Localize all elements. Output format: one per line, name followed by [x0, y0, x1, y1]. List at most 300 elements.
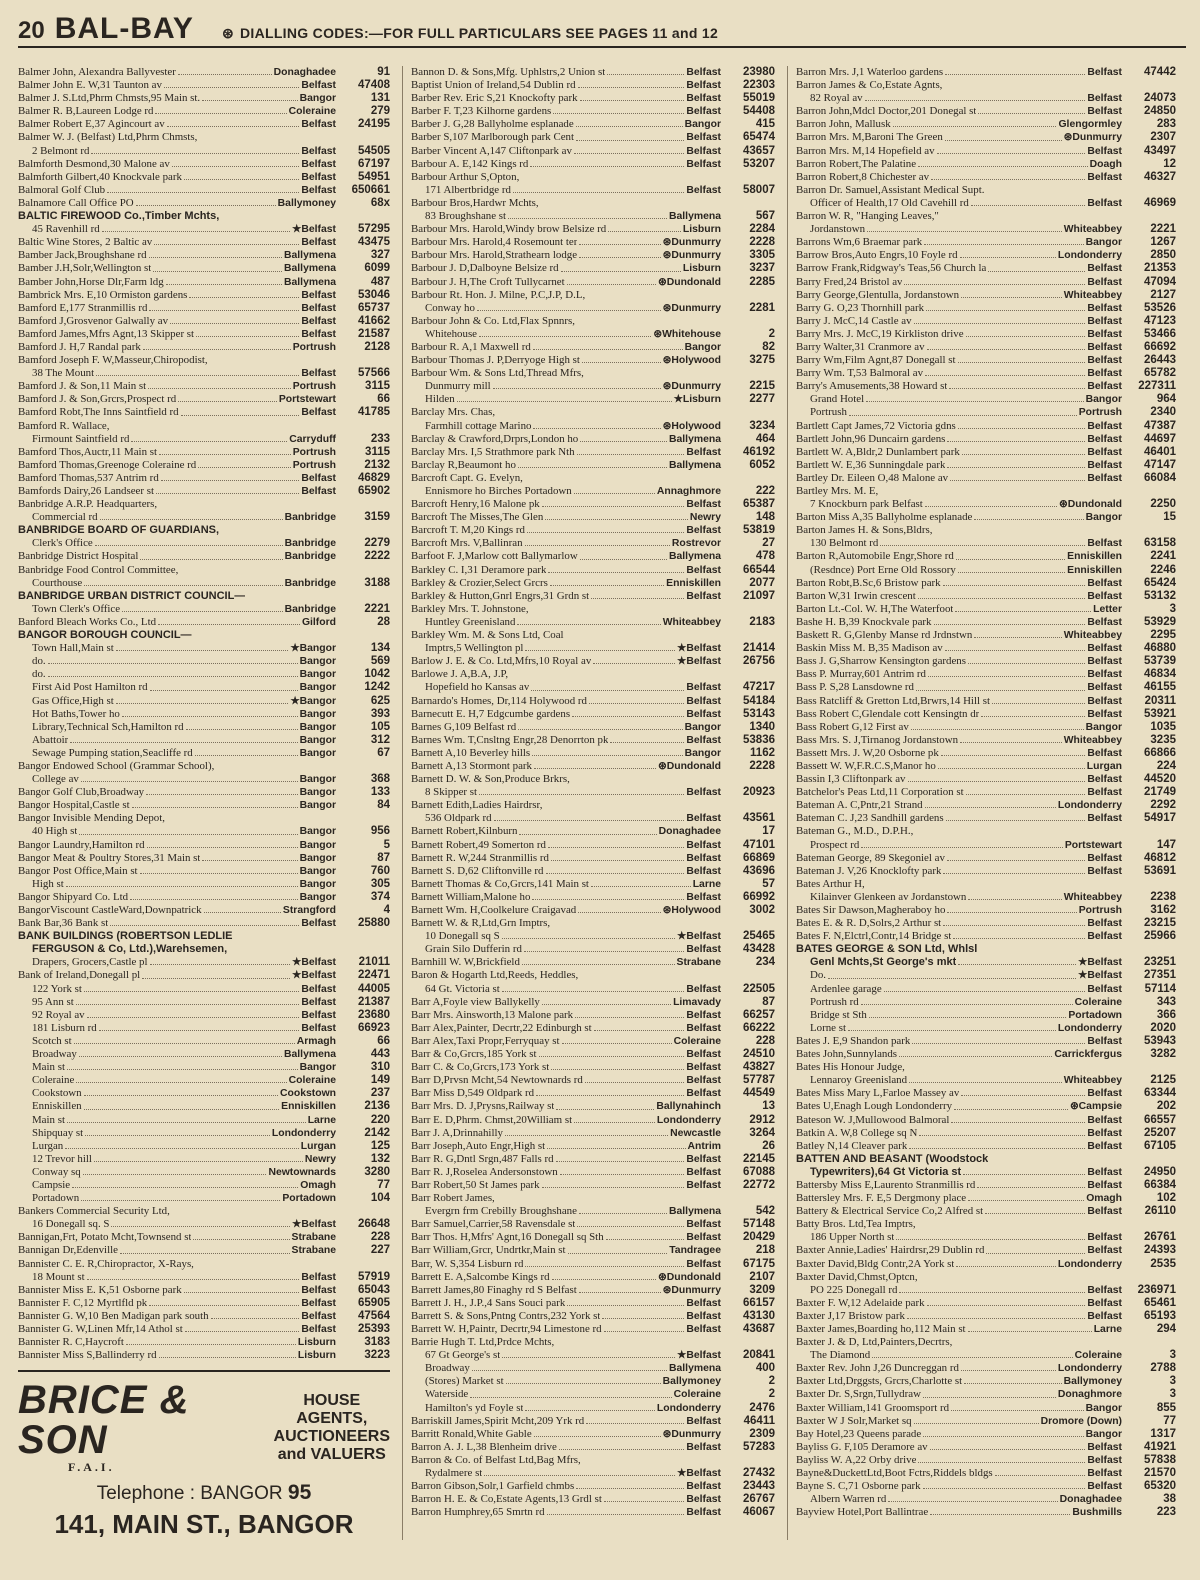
entry-number: 3282 [1150, 1048, 1176, 1061]
entry-number: 1317 [1150, 1427, 1176, 1440]
entry-number: 67175 [743, 1257, 775, 1270]
listing-entry [411, 1402, 775, 1415]
entry-name: Hot Baths,Tower ho [32, 707, 120, 720]
listing-entry [796, 1166, 1176, 1179]
listing-entry [796, 1087, 1176, 1100]
entry-number: 3188 [364, 576, 390, 589]
listing-entry [796, 537, 1176, 550]
listing-entry [411, 92, 775, 105]
dot-leader [149, 1297, 299, 1306]
entry-number: 57787 [743, 1074, 775, 1087]
entry-number: 25393 [358, 1323, 390, 1335]
entry-name: Baptist Union of Ireland,54 Dublin rd [411, 79, 576, 92]
entry-number: 134 [370, 642, 390, 655]
dot-leader [888, 1493, 1057, 1502]
dot-leader [204, 904, 281, 913]
entry-name: (Stores) Market st [425, 1375, 504, 1388]
entry-exchange: Whiteabbey [1063, 891, 1122, 903]
listing-entry [18, 1166, 390, 1179]
entry-number: 343 [1156, 995, 1176, 1008]
advert-top [18, 1380, 390, 1475]
entry-exchange: Ballymena [669, 433, 721, 445]
dot-leader [986, 1244, 1085, 1253]
entry-exchange: Bangor [299, 865, 336, 877]
entry-name: Balnamore Call Office PO [18, 196, 134, 209]
entry-number: 25966 [1144, 930, 1176, 943]
entry-name: Banbridge District Hospital [18, 550, 139, 563]
listing-entry [796, 1100, 1176, 1113]
entry-exchange: Belfast [686, 695, 721, 707]
listing-entry [796, 655, 1176, 668]
entry-number: 855 [1156, 1401, 1176, 1414]
entry-number: 24950 [1144, 1165, 1176, 1178]
listing-entry [411, 1480, 775, 1493]
listing-entry [18, 118, 390, 131]
dot-leader [966, 328, 1086, 337]
entry-number: 400 [755, 1362, 775, 1375]
entry-number: 46880 [1144, 642, 1176, 655]
entry-name: Bamford Thos,Auctr,11 Main st [18, 445, 158, 458]
listing-entry [796, 131, 1176, 144]
listing-entry [796, 1218, 1176, 1231]
dot-leader [532, 891, 684, 900]
entry-exchange: Bangor [299, 878, 336, 890]
entry-number: 87 [377, 851, 390, 864]
entry-name: Barnhill W. W,Brickfield [411, 956, 520, 969]
listing-entry [796, 1153, 1176, 1166]
dot-leader [81, 773, 298, 782]
entry-name: Barr Joseph,Auto Engr,High st [411, 1139, 546, 1152]
listing-entry [411, 1258, 775, 1271]
entry-number: 87 [762, 995, 775, 1008]
entry-number: 53836 [743, 733, 775, 746]
entry-exchange: Portadown [282, 1193, 336, 1205]
entry-name: Clerk's Office [32, 537, 93, 550]
entry-number: 20311 [1144, 694, 1176, 707]
listing-entry [796, 825, 1176, 838]
entry-exchange: ⊛Dunmurry [662, 250, 721, 262]
listing-entry [796, 302, 1176, 315]
entry-name: Conway sq [32, 1165, 81, 1178]
dot-leader [971, 197, 1085, 206]
dot-leader [560, 1166, 685, 1175]
dot-leader [149, 302, 299, 311]
listing-entry [796, 92, 1176, 105]
entry-exchange: Belfast [1087, 341, 1122, 353]
entry-name: Jordanstown [810, 223, 866, 236]
entry-exchange: Bangor [299, 839, 336, 851]
listing-entry [411, 184, 775, 197]
entry-exchange: Coleraine [673, 1389, 721, 1401]
entry-exchange: Ballymena [284, 1049, 336, 1061]
dot-leader [518, 459, 667, 468]
entry-name: Balmforth Desmond,30 Malone av [18, 157, 170, 170]
entry-name: Barbour R. A,1 Maxwell rd [411, 340, 531, 353]
listing-entry [18, 249, 390, 262]
entry-name: 10 Donegall sq S [425, 930, 500, 943]
entry-number: 66 [377, 393, 390, 406]
entry-name: Bannister C. E. R,Chiropractor, X-Rays, [18, 1257, 194, 1270]
dot-leader [505, 1127, 668, 1136]
entry-exchange: Donaghadee [658, 826, 721, 838]
listing-entry [796, 79, 1176, 92]
entry-name: Barcroft Capt. G. Evelyn, [411, 471, 523, 484]
dot-leader [974, 511, 1083, 520]
entry-name: Barkley C. I,31 Deramore park [411, 563, 547, 576]
listing-entry [796, 485, 1176, 498]
dot-leader [918, 590, 1086, 599]
entry-name: Town Hall,Main st [32, 642, 114, 655]
entry-name: Barnes Wm. T,Cnsltng Engr,28 Denorrton pk [411, 733, 609, 746]
entry-name: Bates Miss Mary L,Farloe Massey av [796, 1087, 960, 1100]
entry-exchange: Belfast [1087, 1114, 1122, 1126]
listing-entry [18, 1284, 390, 1297]
entry-name: Barron John, Mallusk [796, 118, 891, 131]
entry-name: Bates J. E,9 Shandon park [796, 1034, 911, 1047]
listing-entry [411, 616, 775, 629]
entry-name: Bambrick Mrs. E,10 Ormiston gardens [18, 288, 188, 301]
entry-name: Baxter W J Solr,Market sq [796, 1414, 912, 1427]
entry-exchange: Bangor [299, 734, 336, 746]
entry-exchange: Belfast [1087, 1310, 1122, 1322]
listing-entry [796, 943, 1176, 956]
entry-name: Barron James & Co,Estate Agnts, [796, 79, 943, 92]
listing-entry [18, 1218, 390, 1231]
entry-exchange: Belfast [686, 983, 721, 995]
entry-name: Albern Warren rd [810, 1493, 887, 1506]
entry-name: Barbour Wm. & Sons Ltd,Thread Mfrs, [411, 367, 584, 380]
entry-exchange: Belfast [686, 682, 721, 694]
entry-exchange: Bushmills [1072, 1507, 1122, 1519]
entry-number: 46834 [1144, 668, 1176, 681]
column-2 [402, 66, 775, 1540]
entry-number: 66084 [1144, 471, 1176, 484]
dialling-symbol-icon: ⊛ [221, 25, 234, 41]
entry-number: 58007 [743, 183, 775, 196]
entry-exchange: Ballymena [284, 276, 336, 288]
entry-exchange: Newtownards [268, 1166, 336, 1178]
listing-entry [796, 1362, 1176, 1375]
entry-name: Bartlett W. E,36 Sunningdale park [796, 458, 946, 471]
entry-number: 2912 [749, 1113, 775, 1126]
entry-name: Abattoir [32, 733, 69, 746]
listing-entry [796, 1074, 1176, 1087]
dot-leader [172, 158, 300, 167]
entry-number: 2142 [364, 1126, 390, 1139]
entry-number: 374 [370, 890, 390, 903]
entry-number: 44549 [743, 1087, 775, 1100]
entry-number: 67 [377, 746, 390, 759]
entry-number: 54184 [743, 694, 775, 707]
dot-leader [76, 996, 300, 1005]
listing-entry [796, 1375, 1176, 1388]
dot-leader [914, 315, 1086, 324]
entry-name: Bamford J. H,7 Randal park [18, 340, 141, 353]
entry-name: Barrett J. H., J.P.,4 Sans Souci park [411, 1296, 566, 1309]
entry-name: Barber J. G,28 Ballyholme esplanade [411, 118, 574, 131]
entry-number: 54408 [743, 105, 775, 118]
entry-exchange: Londonderry [1057, 1363, 1122, 1375]
listing-entry [18, 616, 390, 629]
dot-leader [604, 1493, 684, 1502]
entry-number: 125 [370, 1139, 390, 1152]
listing-entry [796, 1428, 1176, 1441]
entry-number: 67088 [743, 1165, 775, 1178]
entry-exchange: Belfast [1087, 67, 1122, 78]
listing-entry [18, 1336, 390, 1349]
entry-name: (Resdnce) Port Erne Old Rossory [810, 563, 956, 576]
entry-exchange: Belfast [1087, 669, 1122, 681]
entry-name: Barron Mrs. M,Baroni The Green [796, 131, 943, 144]
dot-leader [945, 66, 1085, 75]
dot-leader [934, 616, 1086, 625]
dot-leader [928, 668, 1085, 677]
entry-exchange: Belfast [301, 1284, 336, 1296]
dot-leader [95, 537, 283, 546]
listing-entry [411, 380, 775, 393]
entry-number: 26756 [743, 655, 775, 668]
dot-leader [953, 930, 1085, 939]
entry-exchange: Belfast [686, 1297, 721, 1309]
dot-leader [547, 1506, 685, 1515]
entry-number: 2221 [1150, 223, 1176, 236]
dot-leader [930, 1506, 1070, 1515]
entry-name: Bateman J. V,26 Knocklofty park [796, 864, 942, 877]
entry-name: Barton Miss A,35 Ballyholme esplanade [796, 511, 973, 524]
entry-name: Barton Robt,B.Sc,6 Bristow park [796, 576, 941, 589]
entry-name: Barfoot F. J,Marlow cott Ballymarlow [411, 550, 578, 563]
listing-entry [18, 524, 390, 537]
dot-leader [154, 236, 299, 245]
listing-entry [18, 537, 390, 550]
listing-entry [411, 852, 775, 865]
entry-name: Portrush rd [810, 995, 859, 1008]
dot-leader [968, 655, 1085, 664]
dot-leader [562, 1035, 672, 1044]
entry-exchange: Bangor [1085, 394, 1122, 406]
entry-exchange: Belfast [686, 1258, 721, 1270]
entry-number: 63344 [1144, 1087, 1176, 1100]
entry-number: 53466 [1144, 327, 1176, 340]
dot-leader [532, 747, 682, 756]
entry-name: Baxter David,Bldg Contr,2A York st [796, 1257, 955, 1270]
listing-entry [411, 1100, 775, 1113]
entry-name: Barry Walter,31 Cranmore av [796, 340, 925, 353]
entry-name: Battersby Miss E,Laurento Stranmillis rd [796, 1178, 976, 1191]
listing-entry [796, 930, 1176, 943]
entry-number: 65387 [743, 498, 775, 511]
listing-entry [411, 511, 775, 524]
listing-entry [796, 695, 1176, 708]
entry-name: Courthouse [32, 576, 83, 589]
dot-leader [561, 262, 681, 271]
entry-name: Barclay Mrs. Chas, [411, 406, 496, 419]
listing-entry [796, 839, 1176, 852]
entry-name: Barron Gibson,Solr,1 Garfield chmbs [411, 1480, 575, 1493]
entry-number: 44697 [1144, 432, 1176, 445]
entry-number: 17 [762, 825, 775, 838]
dot-leader [937, 145, 1086, 154]
entry-number: 2309 [749, 1427, 775, 1440]
entry-name: 181 Lisburn rd [32, 1021, 97, 1034]
listing-entry [796, 1140, 1176, 1153]
entry-exchange: Belfast [1087, 1468, 1122, 1480]
entry-name: Bartlett Capt James,72 Victoria gdns [796, 419, 956, 432]
entry-name: Bangor Laundry,Hamilton rd [18, 838, 145, 851]
listing-entry [411, 786, 775, 799]
dot-leader [143, 341, 291, 350]
entry-number: 3275 [749, 354, 775, 367]
entry-exchange: Bangor [684, 721, 721, 733]
entry-exchange: Belfast [1087, 590, 1122, 602]
entry-name: Baxter Dr. S,Srgn,Tullydraw [796, 1388, 921, 1401]
entry-exchange: ★Bangor [290, 643, 336, 655]
advert-line: AUCTIONEERS [273, 1427, 390, 1445]
dot-leader [67, 1114, 306, 1123]
entry-number: 21353 [1144, 262, 1176, 275]
entry-name: Lorne st [810, 1021, 846, 1034]
listing-entry [796, 773, 1176, 786]
dot-leader [896, 1231, 1085, 1240]
entry-number: 224 [1156, 759, 1176, 772]
dot-leader [116, 695, 289, 704]
entry-number: 227 [370, 1244, 390, 1257]
entry-number: 41662 [358, 314, 390, 327]
entry-exchange: Banbridge [284, 538, 336, 550]
listing-entry [411, 459, 775, 472]
listing-entry [796, 1127, 1176, 1140]
entry-exchange: Belfast [301, 289, 336, 301]
entry-exchange: Lisburn [297, 1350, 336, 1362]
entry-name: Genl Mchts,St George's mkt [810, 956, 957, 969]
listing-entry [796, 1205, 1176, 1218]
column-1 [18, 66, 390, 1540]
dot-leader [130, 891, 298, 900]
entry-number: 43687 [743, 1323, 775, 1335]
entry-number: 312 [370, 733, 390, 746]
entry-name: Barron & Co. of Belfast Ltd,Bag Mfrs, [411, 1453, 581, 1466]
entry-exchange: ⊛Holywood [662, 905, 721, 916]
entry-name: Barnett W. & R,Ltd,Grn Imptrs, [411, 917, 551, 930]
listing-entry [411, 1127, 775, 1140]
entry-number: 26110 [1144, 1205, 1176, 1218]
listing-entry [796, 1179, 1176, 1192]
entry-number: 220 [370, 1113, 390, 1126]
listing-entry [18, 956, 390, 969]
dot-leader [553, 105, 684, 114]
entry-name: Cookstown [32, 1087, 82, 1100]
entry-name: 130 Belmont rd [810, 537, 879, 550]
entry-exchange: Portrush [1078, 905, 1122, 916]
listing-entry [796, 1048, 1176, 1061]
entry-exchange: Belfast [301, 1324, 336, 1335]
entry-name: Evergrn frm Crebilly Broughshane [425, 1205, 577, 1218]
dot-leader [848, 1022, 1056, 1031]
entry-number: 3 [1169, 1349, 1176, 1362]
advert-phone-number: 95 [287, 1481, 312, 1505]
listing-entry [18, 210, 390, 223]
dot-leader [148, 380, 291, 389]
entry-name: Barnett Wm. H,Coolkelure Craigavad [411, 904, 577, 916]
entry-name: Barnett R. W,244 Stranmillis rd [411, 851, 549, 864]
advert-line: and VALUERS [277, 1445, 386, 1463]
entry-name: Barclay Mrs. I,5 Strathmore park Nth [411, 445, 575, 458]
dot-leader [155, 105, 286, 114]
entry-exchange: Limavady [673, 996, 721, 1008]
dot-leader [978, 105, 1085, 114]
dot-leader [546, 865, 685, 874]
entry-name: BATTEN AND BEASANT (Woodstock [796, 1152, 989, 1165]
entry-name: Drapers, Grocers,Castle pl [32, 956, 148, 969]
entry-name: Barrow Bros,Auto Engrs,10 Foyle rd [796, 249, 958, 262]
entry-name: Bass Robert G,12 First av [796, 720, 909, 733]
dot-leader [943, 865, 1085, 874]
entry-number: 66866 [1144, 746, 1176, 759]
dot-leader [945, 642, 1086, 651]
entry-exchange: Londonderry [271, 1127, 336, 1139]
entry-name: 171 Albertbridge rd [425, 183, 511, 196]
entry-exchange: Bangor [299, 774, 336, 786]
dot-leader [927, 341, 1086, 350]
entry-number: 57566 [358, 367, 390, 380]
entry-number: 46192 [743, 445, 775, 458]
entry-exchange: Belfast [686, 852, 721, 864]
entry-number: 3183 [364, 1336, 390, 1349]
listing-entry [411, 1192, 775, 1205]
listing-entry [18, 1009, 390, 1022]
listing-entry [18, 1114, 390, 1127]
entry-name: Barrie Hugh T. Ltd,Prdce Mchts, [411, 1336, 555, 1349]
entry-exchange: Belfast [1087, 1166, 1122, 1178]
dot-leader [140, 865, 298, 874]
listing-entry [796, 145, 1176, 158]
dot-leader [602, 1310, 684, 1319]
listing-entry [411, 969, 775, 982]
entry-exchange: ★Belfast [292, 970, 336, 982]
entry-number: 478 [755, 550, 775, 563]
entry-number: 46401 [1144, 445, 1176, 458]
entry-exchange: Belfast [1087, 865, 1122, 877]
entry-name: Bates John,Sunnylands [796, 1048, 898, 1061]
entry-name: Barron Dr. Samuel,Assistant Medical Supt. [796, 183, 985, 196]
entry-number: 2136 [364, 1100, 390, 1113]
listing-entry [796, 1114, 1176, 1127]
entry-number: 22772 [743, 1178, 775, 1191]
entry-name: Bridge st Sth [810, 1008, 867, 1021]
dot-leader [149, 249, 282, 258]
dot-leader [958, 420, 1086, 429]
dot-leader [198, 459, 290, 468]
entry-exchange: Whiteabbey [1063, 289, 1122, 301]
listing-entry [411, 747, 775, 760]
entry-exchange: Larne [1093, 1324, 1122, 1335]
listing-entry [411, 590, 775, 603]
listing-entry [18, 642, 390, 655]
listing-entry [796, 550, 1176, 563]
dialling-codes-text: DIALLING CODES:—FOR FULL PARTICULARS SEE PAGES 11 and 12 [239, 25, 719, 41]
entry-exchange: Belfast [1087, 106, 1122, 118]
entry-number: 66923 [358, 1021, 390, 1034]
entry-name: Bartley Mrs. M. E, [796, 485, 879, 497]
dot-leader [926, 302, 1085, 311]
entry-exchange: Belfast [686, 1009, 721, 1021]
dot-leader [502, 983, 685, 992]
entry-name: Commercial rd [32, 511, 98, 524]
listing-entry [18, 760, 390, 773]
entry-name: 186 Upper North st [810, 1231, 895, 1244]
entry-exchange: Banbridge [284, 603, 336, 615]
listing-entry [796, 983, 1176, 996]
